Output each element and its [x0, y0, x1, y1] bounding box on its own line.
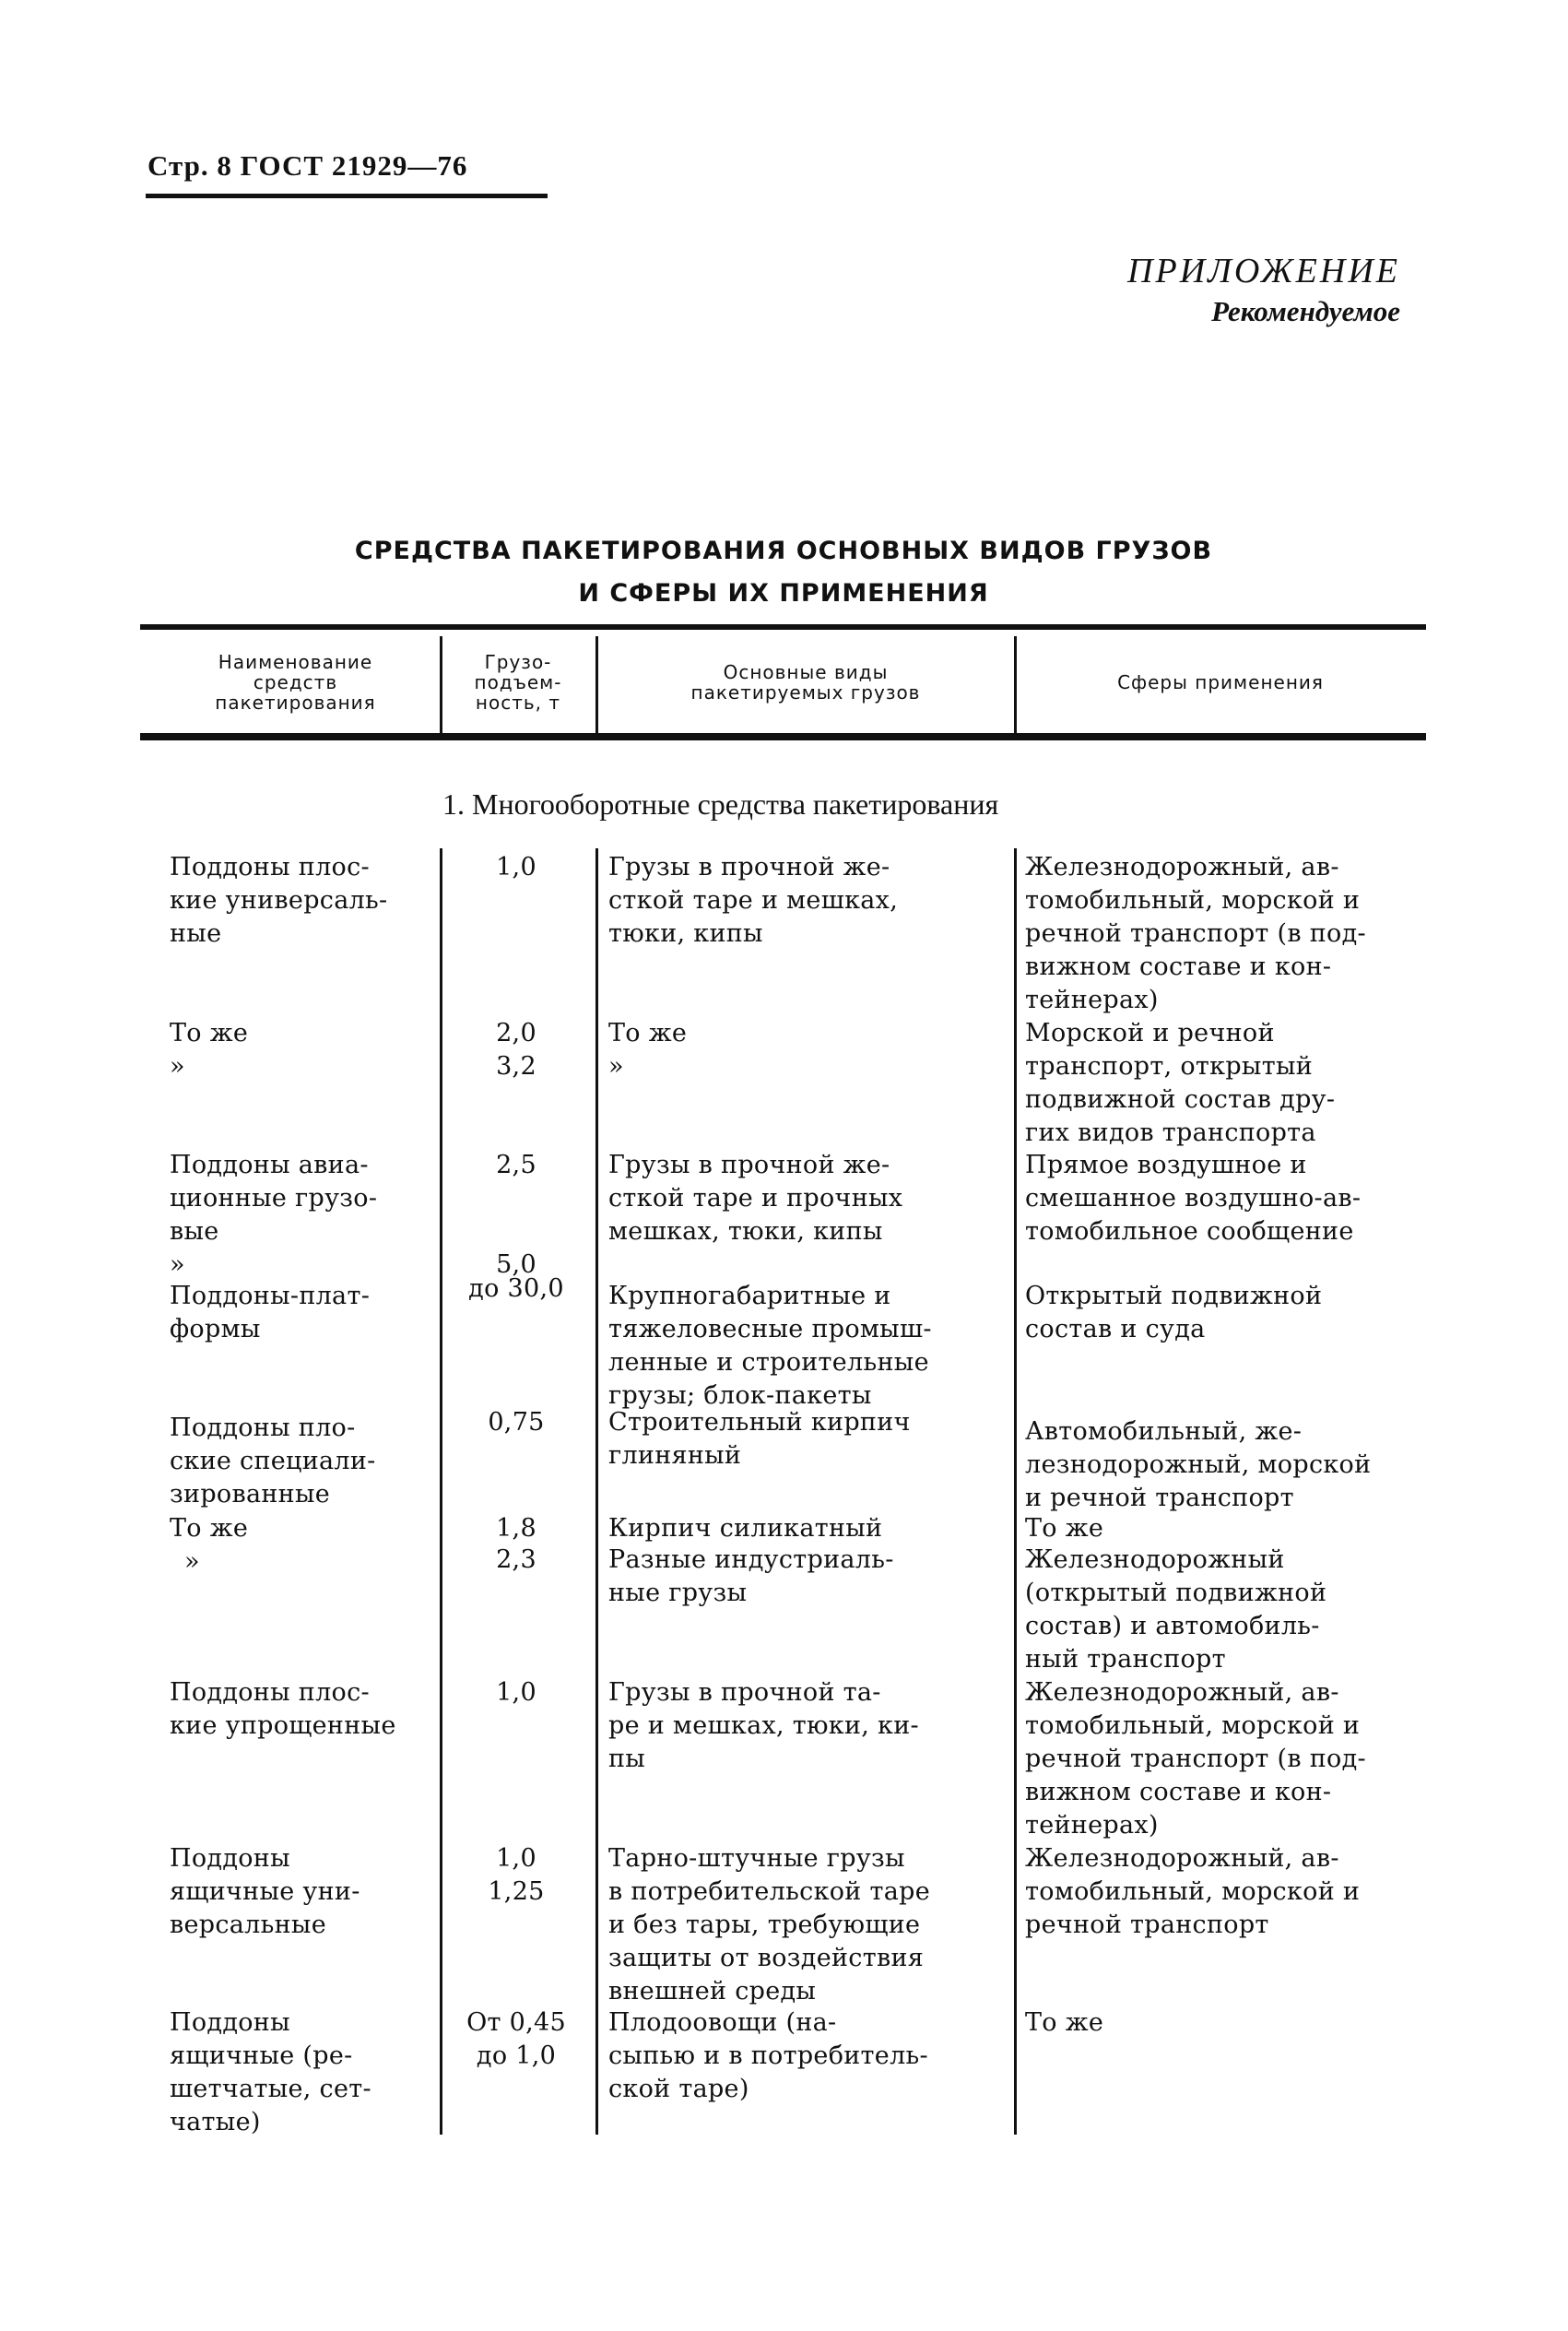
header-col-divider — [595, 636, 598, 733]
row-capacity: От 0,45 до 1,0 — [466, 2008, 566, 2070]
header-rule — [146, 194, 548, 198]
row-cargo: То же » — [608, 1019, 688, 1081]
row-cargo: Плодоовощи (на- сыпью и в потребитель- ской таре) — [608, 2008, 928, 2103]
row-sphere: Открытый подвижной состав и суда — [1025, 1282, 1323, 1343]
row-cargo: Тарно-штучные грузы в потребительской таре и без тары, требующие защиты от воздействия внешней среды — [608, 1844, 930, 2006]
row-capacity: 1,0 — [496, 1678, 536, 1707]
body-col-divider — [595, 848, 598, 2135]
row-cargo: Кирпич силикатный — [608, 1514, 883, 1543]
row-sphere: Автомобильный, же- лезнодорожный, морской и речной транспорт — [1025, 1417, 1372, 1512]
row-name: Поддоны авиа- ционные грузо- вые » — [170, 1151, 378, 1279]
row-name: Поддоны плос- кие упрощенные — [170, 1678, 396, 1740]
row-sphere: Железнодорожный (открытый подвижной состав) и автомобиль- ный транспорт — [1025, 1545, 1327, 1674]
document-title: СРЕДСТВА ПАКЕТИРОВАНИЯ ОСНОВНЫХ ВИДОВ ГРУЗОВ И СФЕРЫ ИХ ПРИМЕНЕНИЯ — [354, 537, 1213, 608]
row-sphere: То же — [1025, 1514, 1104, 1543]
row-capacity: 2,5 5,0 — [496, 1151, 536, 1279]
body-col-divider — [440, 848, 442, 2135]
table-header-bottom-rule — [140, 733, 1426, 740]
row-sphere: Железнодорожный, ав- томобильный, морской и речной транспорт (в под- вижном составе и кон- тейнерах) — [1025, 1678, 1366, 1840]
row-name: Поддоны ящичные уни- версальные — [170, 1844, 360, 1939]
row-capacity: 2,3 — [496, 1545, 536, 1574]
row-sphere: Морской и речной транспорт, открытый подвижной состав дру- гих видов транспорта — [1025, 1019, 1336, 1147]
row-cargo: Грузы в прочной же- сткой таре и прочных мешках, тюки, кипы — [608, 1151, 903, 1246]
row-cargo: Грузы в прочной та- ре и мешках, тюки, ки- пы — [608, 1678, 919, 1773]
row-capacity: 1,8 — [496, 1514, 536, 1543]
header-col-divider — [1014, 636, 1017, 733]
row-capacity: 0,75 — [488, 1408, 545, 1437]
row-name: Поддоны пло- ские специали- зированные — [170, 1414, 376, 1509]
row-sphere: То же — [1025, 2008, 1104, 2037]
row-name: Поддоны-плат- формы — [170, 1282, 371, 1343]
row-name: То же — [170, 1514, 249, 1543]
column-header-cargo: Основные виды пакетируемых грузов — [690, 661, 921, 704]
appendix-subtitle: Рекомендуемое — [1211, 295, 1400, 327]
page-header: Стр. 8 ГОСТ 21929—76 — [147, 149, 468, 182]
row-sphere: Железнодорожный, ав- томобильный, морской и речной транспорт — [1025, 1844, 1361, 1939]
row-sphere: Железнодорожный, ав- томобильный, морской и речной транспорт (в под- вижном составе и кон- тейнерах) — [1025, 853, 1366, 1014]
body-col-divider — [1014, 848, 1017, 2135]
row-capacity: 1,0 — [496, 853, 536, 882]
section-heading: 1. Многооборотные средства пакетирования — [442, 787, 999, 821]
column-header-capacity: Грузо- подъем- ность, т — [474, 651, 562, 714]
row-name: То же » — [170, 1019, 249, 1081]
row-cargo: Крупногабаритные и тяжеловесные промыш- ленные и строительные грузы; блок-пакеты — [608, 1282, 932, 1410]
appendix-block — [1127, 251, 1400, 328]
row-cargo: Разные индустриаль- ные грузы — [608, 1545, 894, 1607]
row-capacity: до 30,0 — [468, 1274, 564, 1303]
row-cargo: Строительный кирпич глиняный — [608, 1408, 911, 1470]
row-sphere: Прямое воздушное и смешанное воздушно-ав- томобильное сообщение — [1025, 1151, 1362, 1246]
column-header-sphere: Сферы применения — [1117, 671, 1324, 693]
row-name: » — [184, 1547, 200, 1576]
row-capacity: 2,0 3,2 — [496, 1019, 536, 1081]
appendix-label: ПРИЛОЖЕНИЕ — [1127, 252, 1400, 290]
row-name: Поддоны ящичные (ре- шетчатые, сет- чатые) — [170, 2008, 371, 2136]
column-header-name: Наименование средств пакетирования — [215, 651, 376, 714]
row-cargo: Грузы в прочной же- сткой таре и мешках, тюки, кипы — [608, 853, 899, 948]
row-capacity: 1,0 1,25 — [488, 1844, 545, 1906]
table-top-rule — [140, 624, 1426, 630]
row-name: Поддоны плос- кие универсаль- ные — [170, 853, 388, 948]
